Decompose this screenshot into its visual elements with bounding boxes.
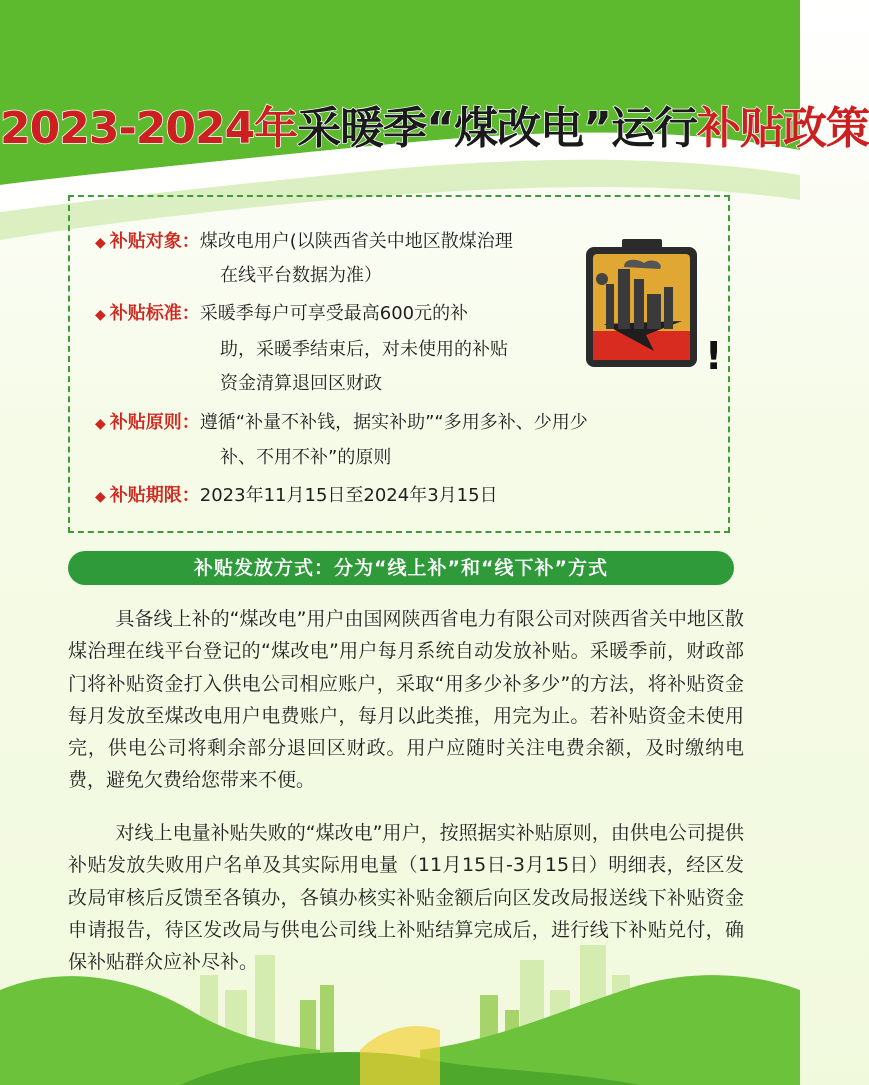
item-standard [95, 296, 468, 333]
item-label: 补贴原则： [109, 412, 200, 433]
title-highlight: 补贴政策 [697, 103, 869, 154]
item-label: 补贴标准： [109, 303, 200, 324]
title-main: 采暖季“煤改电”运行 [297, 103, 698, 154]
distribution-banner [68, 551, 734, 585]
item-text-cont: 在线平台数据为准） [220, 265, 382, 286]
item-label: 补贴期限： [109, 485, 200, 506]
item-text: 2023年11月15日至2024年3月15日 [199, 485, 498, 506]
item-period [95, 478, 498, 515]
diamond-icon: ◆ [95, 235, 106, 251]
item-text: 遵循“补量不补钱，据实补助”“多用多补、少用少 [199, 412, 588, 433]
diamond-icon: ◆ [95, 489, 106, 505]
item-text: 采暖季每户可享受最高600元的补 [199, 303, 469, 324]
diamond-icon: ◆ [95, 416, 106, 432]
item-principle [95, 405, 588, 442]
page-title [0, 92, 869, 156]
paragraph-online: 具备线上补的“煤改电”用户由国网陕西省电力有限公司对陕西省关中地区散煤治理在线平台登记的“煤改电”用户每月系统自动发放补贴。采暖季前，财政部门将补贴资金打入供电公司相应账户，采取“用多少补多少”的方法，将补贴资金每月发放至煤改电用户电费账户，每月以此类推，用完为止。若补贴资金未使用完，供电公司将剩余部分退回区财政。用户应随时关注电费余额，及时缴纳电费，避免欠费给您带来不便。 [68, 608, 744, 792]
item-text-cont: 补、不用不补”的原则 [220, 447, 392, 468]
item-label: 补贴对象： [109, 231, 200, 252]
item-text: 煤改电用户(以陕西省关中地区散煤治理 [199, 231, 513, 252]
paragraph-offline: 对线上电量补贴失败的“煤改电”用户，按照据实补贴原则，由供电公司提供补贴发放失败用户名单及其实际用电量（11月15日-3月15日）明细表，经区发改局审核后反馈至各镇办，各镇办核实补贴金额后向区发改局报送线下补贴资金申请报告，待区发改局与供电公司线上补贴结算完成后，进行线下补贴兑付，确保补贴群众应补尽补。 [68, 822, 744, 974]
title-years: 2023-2024年 [0, 103, 298, 154]
item-target [95, 224, 513, 261]
item-text-cont: 助，采暖季结束后，对未使用的补贴 [220, 339, 508, 360]
diamond-icon: ◆ [95, 307, 106, 323]
factory-battery-icon [584, 239, 699, 369]
item-text-cont: 资金清算退回区财政 [220, 373, 382, 394]
banner-text: 补贴发放方式：分为“线上补”和“线下补”方式 [194, 557, 608, 579]
exclamation-icon: ! [705, 334, 723, 378]
